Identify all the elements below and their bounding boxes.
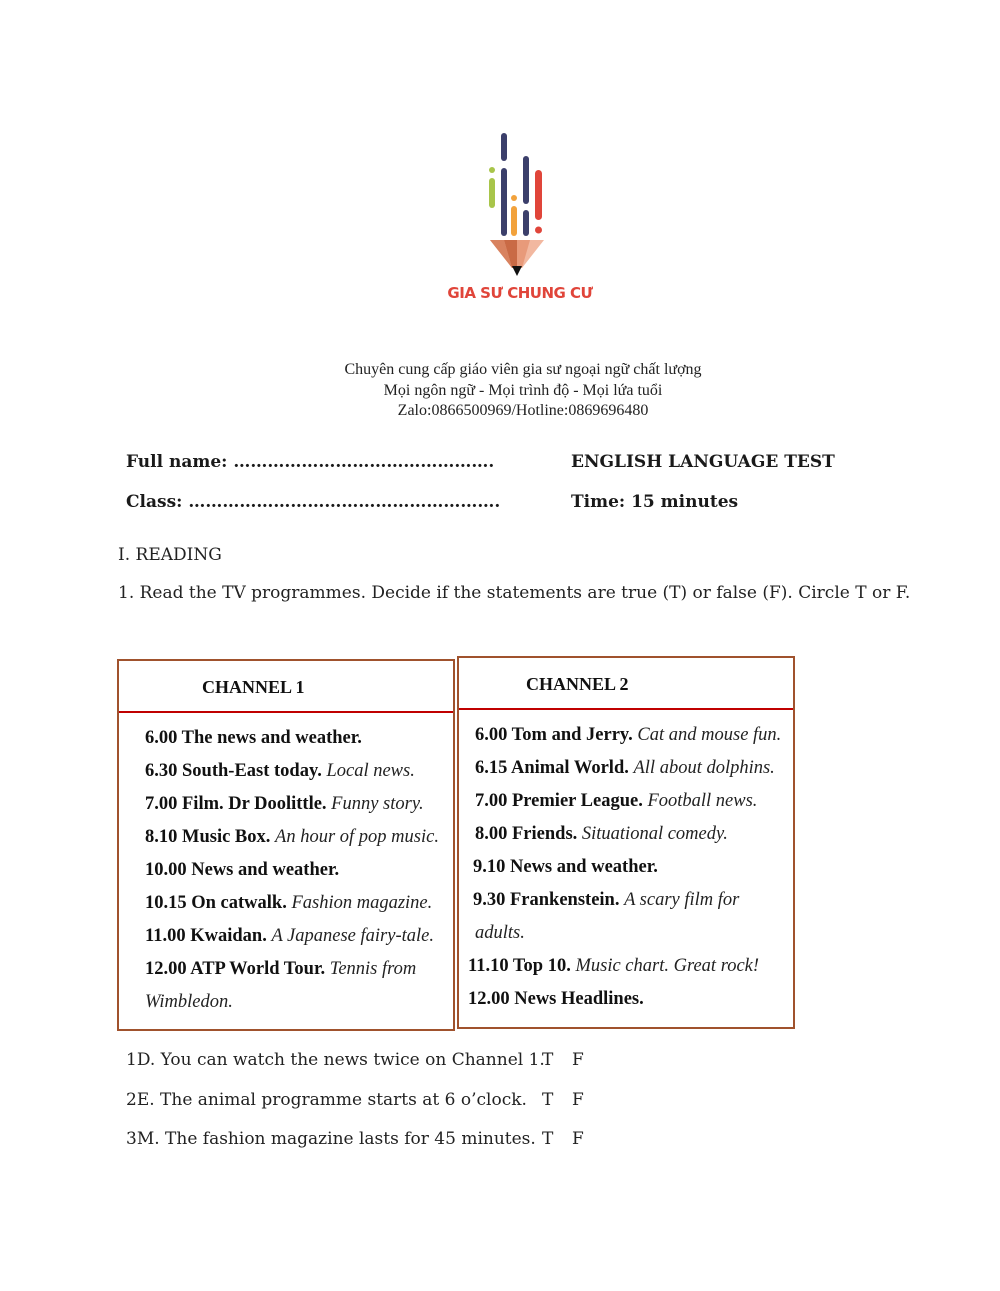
list-item: 7.00 Film. Dr Doolittle. Funny story. bbox=[145, 794, 424, 814]
question-2: 2E. The animal programme starts at 6 o’clock. bbox=[126, 1090, 527, 1110]
section-title: I. READING bbox=[118, 545, 222, 565]
list-item: 6.00 Tom and Jerry. Cat and mouse fun. bbox=[475, 725, 782, 745]
channel-2-title: CHANNEL 2 bbox=[526, 674, 629, 694]
header-line-2: Mọi ngôn ngữ - Mọi trình độ - Mọi lứa tuổi bbox=[383, 381, 663, 399]
list-item: adults. bbox=[475, 923, 525, 943]
question-1-false-option[interactable]: F bbox=[572, 1050, 584, 1070]
channel-2-box bbox=[457, 656, 795, 1029]
header-line-1: Chuyên cung cấp giáo viên gia sư ngoại ngữ chất lượng bbox=[344, 361, 702, 378]
list-item: 8.10 Music Box. An hour of pop music. bbox=[145, 827, 439, 847]
list-item: 12.00 ATP World Tour. Tennis from bbox=[145, 959, 417, 979]
question-2-false-option[interactable]: F bbox=[572, 1090, 584, 1110]
question-2-true-option[interactable]: T bbox=[542, 1090, 554, 1110]
list-item: 11.10 Top 10. Music chart. Great rock! bbox=[468, 956, 760, 976]
list-item: 6.00 The news and weather. bbox=[145, 728, 362, 748]
contact-line: Zalo:0866500969/Hotline:0869696480 bbox=[397, 402, 649, 419]
channel-1-header bbox=[119, 661, 453, 713]
list-item: 6.15 Animal World. All about dolphins. bbox=[475, 758, 775, 778]
list-item: 11.00 Kwaidan. A Japanese fairy-tale. bbox=[145, 926, 434, 946]
class-field: Class: ………………………………………………. bbox=[126, 492, 501, 512]
test-time: Time: 15 minutes bbox=[571, 492, 739, 512]
list-item: 9.30 Frankenstein. A scary film for bbox=[473, 890, 740, 910]
list-item: 10.15 On catwalk. Fashion magazine. bbox=[145, 893, 433, 913]
instruction: 1. Read the TV programmes. Decide if the statements are true (T) or false (F). Circle T or F. bbox=[118, 583, 911, 603]
channel-1-title: CHANNEL 1 bbox=[202, 677, 305, 697]
pencil-logo-icon bbox=[482, 128, 552, 280]
service-description bbox=[0, 360, 1000, 422]
brand-name: GIA SƯ CHUNG CƯ bbox=[447, 284, 593, 302]
channel-1-box bbox=[117, 659, 455, 1031]
list-item: 6.30 South-East today. Local news. bbox=[145, 761, 415, 781]
list-item: 12.00 News Headlines. bbox=[468, 989, 644, 1009]
full-name-field: Full name: ………………………………………. bbox=[126, 452, 495, 472]
question-3-true-option[interactable]: T bbox=[542, 1129, 554, 1149]
list-item: 9.10 News and weather. bbox=[473, 857, 658, 877]
channel-2-header bbox=[459, 658, 793, 710]
question-1: 1D. You can watch the news twice on Channel 1. bbox=[126, 1050, 545, 1070]
question-1-true-option[interactable]: T bbox=[542, 1050, 554, 1070]
list-item: 8.00 Friends. Situational comedy. bbox=[475, 824, 728, 844]
list-item: Wimbledon. bbox=[145, 992, 233, 1012]
question-3: 3M. The fashion magazine lasts for 45 minutes. bbox=[126, 1129, 536, 1149]
test-title: ENGLISH LANGUAGE TEST bbox=[571, 452, 835, 472]
list-item: 10.00 News and weather. bbox=[145, 860, 340, 880]
question-3-false-option[interactable]: F bbox=[572, 1129, 584, 1149]
list-item: 7.00 Premier League. Football news. bbox=[475, 791, 758, 811]
